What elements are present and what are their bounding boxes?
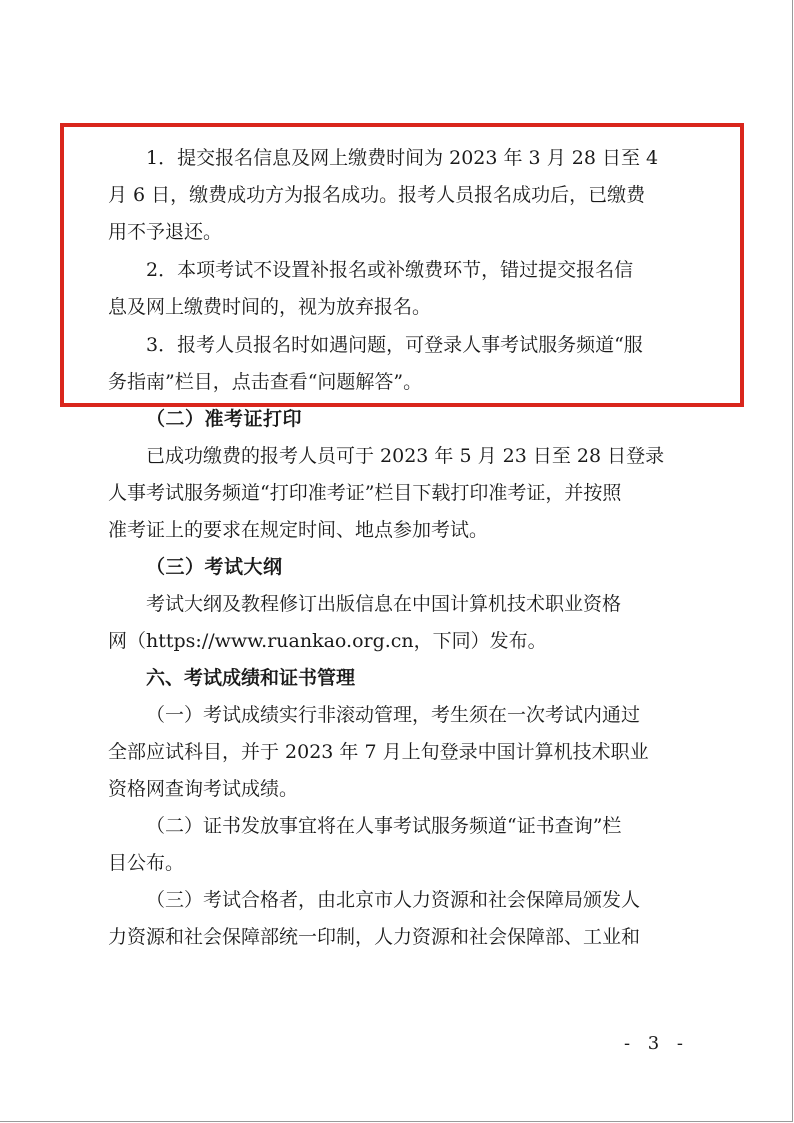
admission-ticket-section <box>108 401 691 549</box>
admission-line-2: 人事考试服务频道“打印准考证”栏目下载打印准考证，并按照 <box>108 482 622 504</box>
scores-para-2-line-1: （二）证书发放事宜将在人事考试服务频道“证书查询”栏 <box>146 815 622 837</box>
page-number: - 3 - <box>623 1033 689 1054</box>
registration-items <box>108 140 691 401</box>
scores-para-1-line-2: 全部应试科目，并于 2023 年 7 月上旬登录中国计算机技术职业 <box>108 741 649 763</box>
syllabus-line-2: 网（https://www.ruankao.org.cn，下同）发布。 <box>108 630 547 652</box>
item-1-line-3: 用不予退还。 <box>108 221 223 243</box>
item-2-line-1: 2．本项考试不设置补报名或补缴费环节，错过提交报名信 <box>146 259 634 281</box>
scores-certificates-section <box>108 660 691 956</box>
item-1-line-1: 1．提交报名信息及网上缴费时间为 2023 年 3 月 28 日至 4 <box>146 147 659 169</box>
document-body <box>108 140 691 956</box>
syllabus-heading: （三）考试大纲 <box>146 556 283 578</box>
item-2-line-2: 息及网上缴费时间的，视为放弃报名。 <box>108 296 432 318</box>
admission-line-1: 已成功缴费的报考人员可于 2023 年 5 月 23 日至 28 日登录 <box>146 445 665 467</box>
scores-heading: 六、考试成绩和证书管理 <box>146 667 356 689</box>
admission-heading: （二）准考证打印 <box>146 408 303 430</box>
item-1-line-2: 月 6 日，缴费成功方为报名成功。报考人员报名成功后，已缴费 <box>108 184 646 206</box>
scores-para-3-line-2: 力资源和社会保障部统一印制，人力资源和社会保障部、工业和 <box>108 926 641 948</box>
item-3-line-1: 3．报考人员报名时如遇问题，可登录人事考试服务频道“服 <box>146 334 643 356</box>
admission-line-3: 准考证上的要求在规定时间、地点参加考试。 <box>108 519 489 541</box>
scores-para-3-line-1: （三）考试合格者，由北京市人力资源和社会保障局颁发人 <box>146 889 641 911</box>
syllabus-line-1: 考试大纲及教程修订出版信息在中国计算机技术职业资格 <box>146 593 622 615</box>
scores-para-1-line-1: （一）考试成绩实行非滚动管理，考生须在一次考试内通过 <box>146 704 641 726</box>
scores-para-1-line-3: 资格网查询考试成绩。 <box>108 778 299 800</box>
item-3-line-2: 务指南”栏目，点击查看“问题解答”。 <box>108 371 423 393</box>
scores-para-2-line-2: 目公布。 <box>108 852 185 874</box>
syllabus-section <box>108 549 691 660</box>
